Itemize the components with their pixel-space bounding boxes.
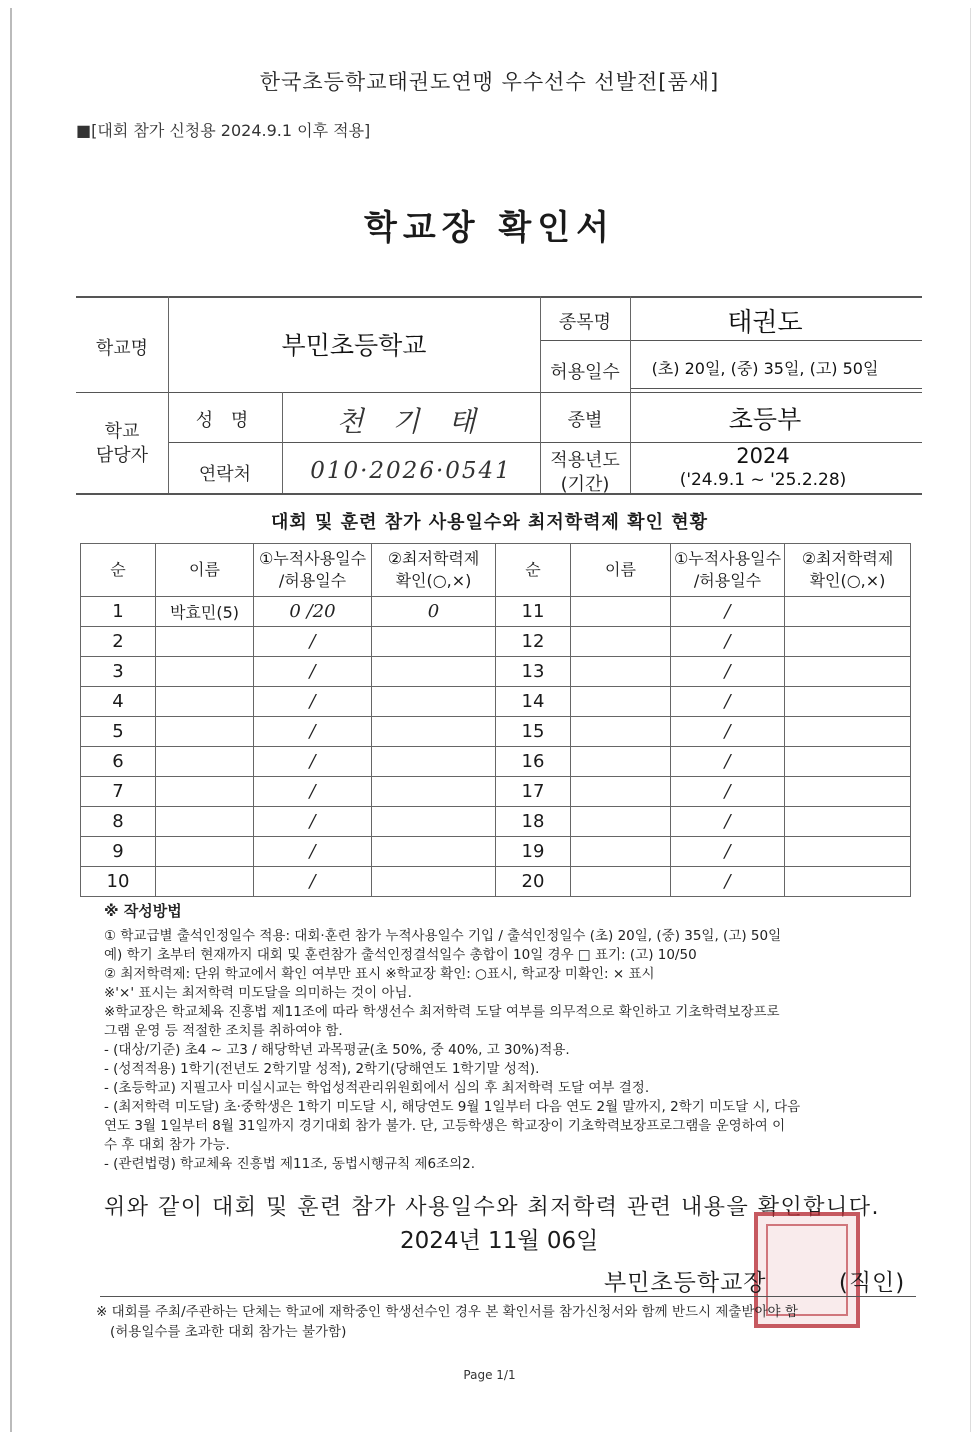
col-name-header-right: 이름 [571,544,671,597]
event-label: 종목명 [558,312,612,333]
col-min-header: ②최저학력제 확인(○,×) [372,544,496,597]
principal-signature: 부민초등학교장 (직인) [604,1270,906,1296]
note-line: ※'×' 표시는 최저학력 미도달을 의미하는 것이 아님. [104,985,412,1001]
year-label: 적용년도 [550,450,620,471]
col-no-header: 순 [81,544,156,597]
school-label: 학교명 [95,338,149,359]
note-line: - (최저학력 미도달) 초·중학생은 1학기 미도달 시, 해당연도 9월 1일부터 다음 연도 2월 말까지, 2학기 미도달 시, 다음 [104,1099,801,1115]
allowed-days-value: (초) 20일, (중) 35일, (고) 50일 [651,359,879,378]
table-row: 9 / 19 / [81,837,911,867]
note-line: - (대상/기준) 초4 ~ 고3 / 해당학년 과목평균(초 50%, 중 40%, 고 30%)적용. [104,1042,570,1058]
confirmation-statement: 위와 같이 대회 및 훈련 참가 사용일수와 최저학력 관련 내용을 확인합니다. [104,1195,880,1220]
footer-line-2: (허용일수를 초과한 대회 참가는 불가함) [110,1324,347,1340]
note-line: 수 후 대회 참가 가능. [104,1137,230,1153]
allowed-days-label: 허용일수 [550,362,620,383]
competition-header: 한국초등학교태권도연맹 우수선수 선발전[품새] [259,70,720,94]
table-row: 3 / 13 / [81,657,911,687]
table-row: 7 / 17 / [81,777,911,807]
year-label-period: (기간) [560,474,610,495]
col-days-header: ①누적사용일수 /허용일수 [254,544,372,597]
note-line: - (관련법령) 학교체육 진흥법 제11조, 동법시행규칙 제6조의2. [104,1156,475,1172]
seal-label: (직인) [838,1270,906,1296]
note-line: ※학교장은 학교체육 진흥법 제11조에 따라 학생선수 최저학력 도달 여부를 의무적으로 확인하고 기초학력보장프로 [104,1004,780,1020]
col-days-header-right: ①누적사용일수 /허용일수 [671,544,785,597]
table-row: 10 / 20 / [81,867,911,897]
year-value: 2024 [736,444,790,468]
school-name: 부민초등학교 [281,331,427,360]
issue-date: 2024년 11월 06일 [400,1228,599,1254]
contact-label: 연락처 [198,464,252,485]
note-line: 그램 운영 등 적절한 조치를 취하여야 함. [104,1023,343,1039]
table-row: 2 / 12 / [81,627,911,657]
notes-title: ※ 작성방법 [104,902,182,920]
footer-note [96,1302,936,1342]
name-label: 성 명 [195,410,255,431]
participation-table [80,543,911,897]
section-title: 대회 및 훈련 참가 사용일수와 최저학력제 확인 현황 [270,512,708,533]
table-row: 6 / 16 / [81,747,911,777]
table-row: 4 / 14 / [81,687,911,717]
table-row: 5 / 15 / [81,717,911,747]
footer-line-1: ※ 대회를 주최/주관하는 단체는 학교에 재학중인 학생선수인 경우 본 확인서를 참가신청서와 함께 반드시 제출받아야 함 [96,1304,798,1320]
col-min-header-right: ②최저학력제 확인(○,×) [785,544,911,597]
year-range: ('24.9.1 ~ '25.2.28) [679,470,847,490]
note-line: 연도 3월 1일부터 8월 31일까지 경기대회 참가 불가. 단, 고등학생은 학교장이 기초학력보장프로그램을 운영하여 이 [104,1118,786,1134]
category-label: 종별 [567,410,603,431]
table-header-row [81,544,911,597]
note-line: - (초등학교) 지필고사 미실시교는 학업성적관리위원회에서 심의 후 최저학력 도달 여부 결정. [104,1080,650,1096]
note-line: ② 최저학력제: 단위 학교에서 확인 여부만 표시 ※학교장 확인: ○표시, 학교장 미확인: × 표시 [104,966,655,982]
table-row: 1 박효민(5) 0 /20 0 11 / [81,597,911,627]
writing-instructions [104,902,884,1174]
table-row: 8 / 18 / [81,807,911,837]
note-line: 예) 학기 초부터 현재까지 대회 및 훈련참가 출석인정결석일수 총합이 10일 경우 □ 표기: (고) 10/50 [104,947,697,963]
note-line: ① 학교급별 출석인정일수 적용: 대회·훈련 참가 누적사용일수 기입 / 출석인정일수 (초) 20일, (중) 35일, (고) 50일 [104,928,782,944]
col-name-header: 이름 [156,544,254,597]
col-no-header-right: 순 [496,544,571,597]
application-note: ■[대회 참가 신청용 2024.9.1 이후 적용] [76,121,371,140]
note-line: - (성적적용) 1학기(전년도 2학기말 성적), 2학기(당해연도 1학기말 성적). [104,1061,540,1077]
manager-name: 천 기 태 [336,405,486,438]
category-value: 초등부 [728,405,802,434]
manager-label: 학교 담당자 [95,421,149,466]
event-value: 태권도 [727,308,803,338]
contact-value: 010·2026·0541 [310,458,512,484]
document-title: 학교장 확인서 [364,208,615,248]
page-number: Page 1/1 [463,1368,516,1382]
